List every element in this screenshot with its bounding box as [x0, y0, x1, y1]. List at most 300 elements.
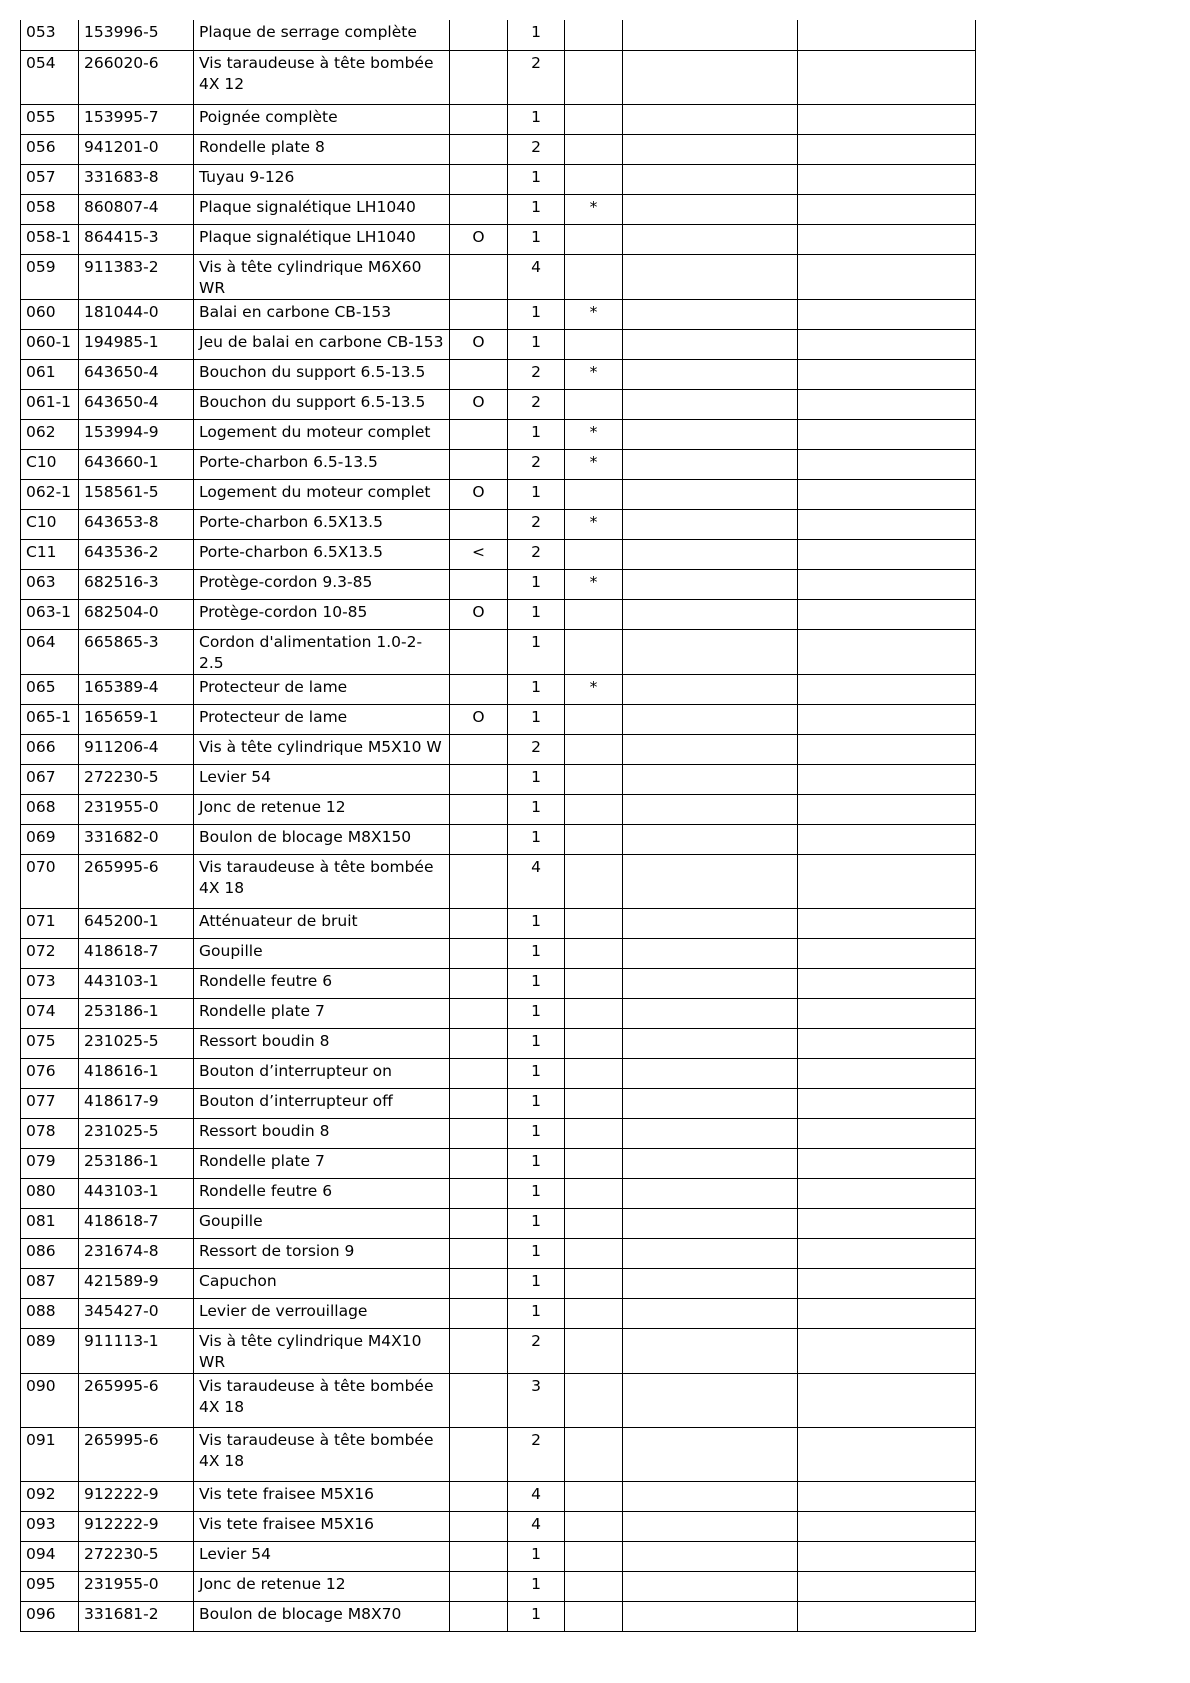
- item-number-cell: 062: [21, 419, 79, 449]
- blank-cell: [623, 254, 798, 299]
- table-row: [21, 194, 976, 224]
- remark-cell: [450, 299, 508, 329]
- item-number-cell: 078: [21, 1118, 79, 1148]
- quantity-cell: 2: [508, 509, 565, 539]
- blank-cell: [798, 509, 976, 539]
- marker-cell: [565, 1298, 623, 1328]
- blank-cell: [798, 998, 976, 1028]
- description-cell: Rondelle plate 7: [194, 1148, 450, 1178]
- marker-cell: [565, 164, 623, 194]
- table-row: [21, 449, 976, 479]
- description-cell: Vis taraudeuse à tête bombée 4X 12: [194, 50, 450, 104]
- marker-cell: [565, 104, 623, 134]
- item-number-cell: 060: [21, 299, 79, 329]
- remark-cell: [450, 629, 508, 674]
- blank-cell: [623, 1481, 798, 1511]
- remark-cell: [450, 254, 508, 299]
- table-row: [21, 479, 976, 509]
- item-number-cell: 065: [21, 674, 79, 704]
- marker-cell: [565, 1571, 623, 1601]
- quantity-cell: 1: [508, 998, 565, 1028]
- part-number-cell: 158561-5: [79, 479, 194, 509]
- table-row: [21, 1601, 976, 1631]
- blank-cell: [798, 449, 976, 479]
- marker-cell: *: [565, 359, 623, 389]
- description-cell: Vis tete fraisee M5X16: [194, 1481, 450, 1511]
- remark-cell: <: [450, 539, 508, 569]
- blank-cell: [798, 704, 976, 734]
- part-number-cell: 272230-5: [79, 1541, 194, 1571]
- remark-cell: [450, 164, 508, 194]
- part-number-cell: 331681-2: [79, 1601, 194, 1631]
- description-cell: Ressort de torsion 9: [194, 1238, 450, 1268]
- table-row: [21, 1298, 976, 1328]
- part-number-cell: 418618-7: [79, 1208, 194, 1238]
- remark-cell: [450, 1268, 508, 1298]
- part-number-cell: 911113-1: [79, 1328, 194, 1373]
- marker-cell: [565, 1178, 623, 1208]
- description-cell: Goupille: [194, 938, 450, 968]
- marker-cell: [565, 539, 623, 569]
- item-number-cell: 064: [21, 629, 79, 674]
- blank-cell: [798, 1088, 976, 1118]
- part-number-cell: 153995-7: [79, 104, 194, 134]
- description-cell: Levier 54: [194, 764, 450, 794]
- blank-cell: [798, 299, 976, 329]
- blank-cell: [623, 938, 798, 968]
- marker-cell: [565, 629, 623, 674]
- blank-cell: [623, 509, 798, 539]
- quantity-cell: 2: [508, 449, 565, 479]
- quantity-cell: 1: [508, 479, 565, 509]
- marker-cell: [565, 998, 623, 1028]
- marker-cell: [565, 794, 623, 824]
- item-number-cell: 075: [21, 1028, 79, 1058]
- blank-cell: [798, 1571, 976, 1601]
- marker-cell: [565, 968, 623, 998]
- blank-cell: [798, 1178, 976, 1208]
- part-number-cell: 418617-9: [79, 1088, 194, 1118]
- quantity-cell: 3: [508, 1373, 565, 1427]
- remark-cell: [450, 20, 508, 50]
- quantity-cell: 1: [508, 938, 565, 968]
- quantity-cell: 1: [508, 674, 565, 704]
- remark-cell: [450, 1571, 508, 1601]
- remark-cell: [450, 1541, 508, 1571]
- marker-cell: [565, 50, 623, 104]
- table-row: [21, 674, 976, 704]
- blank-cell: [623, 674, 798, 704]
- table-row: [21, 164, 976, 194]
- blank-cell: [623, 449, 798, 479]
- remark-cell: [450, 419, 508, 449]
- blank-cell: [798, 104, 976, 134]
- item-number-cell: 079: [21, 1148, 79, 1178]
- blank-cell: [798, 539, 976, 569]
- part-number-cell: 165659-1: [79, 704, 194, 734]
- blank-cell: [623, 1601, 798, 1631]
- quantity-cell: 1: [508, 1028, 565, 1058]
- marker-cell: [565, 734, 623, 764]
- description-cell: Porte-charbon 6.5X13.5: [194, 509, 450, 539]
- table-row: [21, 224, 976, 254]
- item-number-cell: 063-1: [21, 599, 79, 629]
- item-number-cell: 080: [21, 1178, 79, 1208]
- description-cell: Jonc de retenue 12: [194, 794, 450, 824]
- marker-cell: [565, 908, 623, 938]
- table-row: [21, 1178, 976, 1208]
- quantity-cell: 1: [508, 908, 565, 938]
- item-number-cell: 071: [21, 908, 79, 938]
- part-number-cell: 418616-1: [79, 1058, 194, 1088]
- remark-cell: [450, 509, 508, 539]
- part-number-cell: 266020-6: [79, 50, 194, 104]
- blank-cell: [623, 1541, 798, 1571]
- remark-cell: [450, 854, 508, 908]
- part-number-cell: 331683-8: [79, 164, 194, 194]
- blank-cell: [623, 599, 798, 629]
- description-cell: Logement du moteur complet: [194, 479, 450, 509]
- marker-cell: [565, 1328, 623, 1373]
- marker-cell: [565, 764, 623, 794]
- remark-cell: [450, 104, 508, 134]
- table-row: [21, 104, 976, 134]
- remark-cell: [450, 1481, 508, 1511]
- quantity-cell: 2: [508, 1328, 565, 1373]
- quantity-cell: 1: [508, 569, 565, 599]
- blank-cell: [798, 1148, 976, 1178]
- blank-cell: [798, 1427, 976, 1481]
- quantity-cell: 1: [508, 1571, 565, 1601]
- blank-cell: [798, 1118, 976, 1148]
- remark-cell: [450, 194, 508, 224]
- table-row: [21, 1238, 976, 1268]
- item-number-cell: 053: [21, 20, 79, 50]
- marker-cell: [565, 854, 623, 908]
- blank-cell: [798, 824, 976, 854]
- quantity-cell: 1: [508, 704, 565, 734]
- quantity-cell: 1: [508, 419, 565, 449]
- part-number-cell: 643653-8: [79, 509, 194, 539]
- blank-cell: [798, 599, 976, 629]
- marker-cell: [565, 224, 623, 254]
- item-number-cell: 060-1: [21, 329, 79, 359]
- description-cell: Tuyau 9-126: [194, 164, 450, 194]
- remark-cell: [450, 1601, 508, 1631]
- blank-cell: [623, 824, 798, 854]
- blank-cell: [623, 968, 798, 998]
- part-number-cell: 682504-0: [79, 599, 194, 629]
- marker-cell: [565, 1427, 623, 1481]
- remark-cell: [450, 359, 508, 389]
- part-number-cell: 265995-6: [79, 1427, 194, 1481]
- item-number-cell: 067: [21, 764, 79, 794]
- marker-cell: [565, 599, 623, 629]
- part-number-cell: 860807-4: [79, 194, 194, 224]
- item-number-cell: 065-1: [21, 704, 79, 734]
- description-cell: Protège-cordon 10-85: [194, 599, 450, 629]
- item-number-cell: 063: [21, 569, 79, 599]
- table-row: [21, 1328, 976, 1373]
- quantity-cell: 1: [508, 1268, 565, 1298]
- marker-cell: *: [565, 449, 623, 479]
- remark-cell: [450, 1028, 508, 1058]
- table-row: [21, 1511, 976, 1541]
- part-number-cell: 421589-9: [79, 1268, 194, 1298]
- remark-cell: [450, 1088, 508, 1118]
- marker-cell: [565, 254, 623, 299]
- marker-cell: [565, 479, 623, 509]
- marker-cell: [565, 1481, 623, 1511]
- blank-cell: [798, 1028, 976, 1058]
- part-number-cell: 911383-2: [79, 254, 194, 299]
- remark-cell: [450, 1118, 508, 1148]
- quantity-cell: 4: [508, 254, 565, 299]
- quantity-cell: 2: [508, 539, 565, 569]
- description-cell: Protecteur de lame: [194, 674, 450, 704]
- part-number-cell: 682516-3: [79, 569, 194, 599]
- item-number-cell: C10: [21, 509, 79, 539]
- blank-cell: [798, 938, 976, 968]
- blank-cell: [623, 389, 798, 419]
- marker-cell: [565, 1118, 623, 1148]
- marker-cell: [565, 134, 623, 164]
- marker-cell: [565, 329, 623, 359]
- table-row: [21, 1571, 976, 1601]
- quantity-cell: 1: [508, 1118, 565, 1148]
- blank-cell: [623, 854, 798, 908]
- table-row: [21, 1268, 976, 1298]
- blank-cell: [798, 1511, 976, 1541]
- description-cell: Jonc de retenue 12: [194, 1571, 450, 1601]
- remark-cell: [450, 1427, 508, 1481]
- description-cell: Bouchon du support 6.5-13.5: [194, 389, 450, 419]
- part-number-cell: 331682-0: [79, 824, 194, 854]
- description-cell: Bouton d’interrupteur on: [194, 1058, 450, 1088]
- quantity-cell: 2: [508, 359, 565, 389]
- remark-cell: [450, 569, 508, 599]
- item-number-cell: 057: [21, 164, 79, 194]
- item-number-cell: 087: [21, 1268, 79, 1298]
- quantity-cell: 1: [508, 824, 565, 854]
- marker-cell: *: [565, 194, 623, 224]
- description-cell: Bouton d’interrupteur off: [194, 1088, 450, 1118]
- parts-table: [20, 20, 976, 1632]
- description-cell: Protecteur de lame: [194, 704, 450, 734]
- blank-cell: [623, 1178, 798, 1208]
- blank-cell: [798, 734, 976, 764]
- marker-cell: [565, 824, 623, 854]
- table-row: [21, 359, 976, 389]
- part-number-cell: 165389-4: [79, 674, 194, 704]
- remark-cell: O: [450, 389, 508, 419]
- marker-cell: [565, 1208, 623, 1238]
- description-cell: Boulon de blocage M8X70: [194, 1601, 450, 1631]
- description-cell: Levier de verrouillage: [194, 1298, 450, 1328]
- part-number-cell: 153996-5: [79, 20, 194, 50]
- item-number-cell: 092: [21, 1481, 79, 1511]
- marker-cell: [565, 1268, 623, 1298]
- remark-cell: O: [450, 704, 508, 734]
- description-cell: Ressort boudin 8: [194, 1028, 450, 1058]
- blank-cell: [798, 224, 976, 254]
- item-number-cell: 095: [21, 1571, 79, 1601]
- part-number-cell: 643536-2: [79, 539, 194, 569]
- quantity-cell: 4: [508, 1511, 565, 1541]
- blank-cell: [623, 479, 798, 509]
- item-number-cell: 058-1: [21, 224, 79, 254]
- table-row: [21, 539, 976, 569]
- remark-cell: [450, 998, 508, 1028]
- part-number-cell: 911206-4: [79, 734, 194, 764]
- item-number-cell: 093: [21, 1511, 79, 1541]
- part-number-cell: 231955-0: [79, 794, 194, 824]
- part-number-cell: 253186-1: [79, 998, 194, 1028]
- table-row: [21, 329, 976, 359]
- blank-cell: [623, 1298, 798, 1328]
- table-row: [21, 854, 976, 908]
- item-number-cell: 089: [21, 1328, 79, 1373]
- blank-cell: [798, 1238, 976, 1268]
- description-cell: Levier 54: [194, 1541, 450, 1571]
- marker-cell: [565, 20, 623, 50]
- blank-cell: [623, 194, 798, 224]
- marker-cell: *: [565, 419, 623, 449]
- blank-cell: [623, 329, 798, 359]
- remark-cell: [450, 674, 508, 704]
- quantity-cell: 1: [508, 1601, 565, 1631]
- part-number-cell: 443103-1: [79, 968, 194, 998]
- table-row: [21, 629, 976, 674]
- part-number-cell: 912222-9: [79, 1511, 194, 1541]
- part-number-cell: 265995-6: [79, 854, 194, 908]
- description-cell: Capuchon: [194, 1268, 450, 1298]
- item-number-cell: 096: [21, 1601, 79, 1631]
- blank-cell: [623, 569, 798, 599]
- blank-cell: [798, 50, 976, 104]
- blank-cell: [798, 164, 976, 194]
- remark-cell: [450, 764, 508, 794]
- remark-cell: [450, 1328, 508, 1373]
- description-cell: Vis tete fraisee M5X16: [194, 1511, 450, 1541]
- blank-cell: [623, 539, 798, 569]
- marker-cell: *: [565, 569, 623, 599]
- blank-cell: [798, 1298, 976, 1328]
- description-cell: Plaque signalétique LH1040: [194, 224, 450, 254]
- table-row: [21, 569, 976, 599]
- table-row: [21, 1028, 976, 1058]
- item-number-cell: C10: [21, 449, 79, 479]
- blank-cell: [623, 1148, 798, 1178]
- blank-cell: [623, 1028, 798, 1058]
- blank-cell: [798, 254, 976, 299]
- item-number-cell: 073: [21, 968, 79, 998]
- marker-cell: [565, 1601, 623, 1631]
- item-number-cell: 091: [21, 1427, 79, 1481]
- quantity-cell: 1: [508, 599, 565, 629]
- quantity-cell: 1: [508, 1088, 565, 1118]
- item-number-cell: 054: [21, 50, 79, 104]
- table-row: [21, 1481, 976, 1511]
- table-row: [21, 794, 976, 824]
- remark-cell: [450, 1058, 508, 1088]
- quantity-cell: 1: [508, 194, 565, 224]
- description-cell: Boulon de blocage M8X150: [194, 824, 450, 854]
- blank-cell: [623, 359, 798, 389]
- table-row: [21, 1427, 976, 1481]
- item-number-cell: 070: [21, 854, 79, 908]
- table-row: [21, 1118, 976, 1148]
- item-number-cell: 076: [21, 1058, 79, 1088]
- remark-cell: [450, 1148, 508, 1178]
- blank-cell: [623, 1328, 798, 1373]
- description-cell: Rondelle feutre 6: [194, 968, 450, 998]
- description-cell: Ressort boudin 8: [194, 1118, 450, 1148]
- blank-cell: [623, 1427, 798, 1481]
- part-number-cell: 153994-9: [79, 419, 194, 449]
- blank-cell: [798, 1373, 976, 1427]
- quantity-cell: 1: [508, 1178, 565, 1208]
- marker-cell: [565, 1541, 623, 1571]
- table-row: [21, 1058, 976, 1088]
- quantity-cell: 1: [508, 1298, 565, 1328]
- item-number-cell: C11: [21, 539, 79, 569]
- part-number-cell: 665865-3: [79, 629, 194, 674]
- quantity-cell: 1: [508, 794, 565, 824]
- part-number-cell: 231955-0: [79, 1571, 194, 1601]
- item-number-cell: 094: [21, 1541, 79, 1571]
- description-cell: Balai en carbone CB-153: [194, 299, 450, 329]
- table-row: [21, 1373, 976, 1427]
- description-cell: Porte-charbon 6.5X13.5: [194, 539, 450, 569]
- remark-cell: [450, 449, 508, 479]
- marker-cell: [565, 1028, 623, 1058]
- description-cell: Goupille: [194, 1208, 450, 1238]
- part-number-cell: 643660-1: [79, 449, 194, 479]
- part-number-cell: 941201-0: [79, 134, 194, 164]
- blank-cell: [798, 134, 976, 164]
- blank-cell: [798, 854, 976, 908]
- blank-cell: [798, 1481, 976, 1511]
- marker-cell: [565, 1088, 623, 1118]
- item-number-cell: 061: [21, 359, 79, 389]
- blank-cell: [623, 1238, 798, 1268]
- description-cell: Protège-cordon 9.3-85: [194, 569, 450, 599]
- item-number-cell: 055: [21, 104, 79, 134]
- remark-cell: [450, 1208, 508, 1238]
- quantity-cell: 2: [508, 1427, 565, 1481]
- table-row: [21, 1148, 976, 1178]
- blank-cell: [623, 629, 798, 674]
- blank-cell: [798, 1208, 976, 1238]
- blank-cell: [623, 1268, 798, 1298]
- blank-cell: [798, 479, 976, 509]
- quantity-cell: 4: [508, 854, 565, 908]
- blank-cell: [623, 908, 798, 938]
- remark-cell: O: [450, 599, 508, 629]
- blank-cell: [623, 224, 798, 254]
- description-cell: Rondelle plate 7: [194, 998, 450, 1028]
- blank-cell: [798, 1541, 976, 1571]
- description-cell: Vis à tête cylindrique M4X10 WR: [194, 1328, 450, 1373]
- remark-cell: O: [450, 224, 508, 254]
- blank-cell: [798, 1601, 976, 1631]
- part-number-cell: 181044-0: [79, 299, 194, 329]
- blank-cell: [798, 359, 976, 389]
- blank-cell: [798, 794, 976, 824]
- quantity-cell: 1: [508, 299, 565, 329]
- blank-cell: [798, 419, 976, 449]
